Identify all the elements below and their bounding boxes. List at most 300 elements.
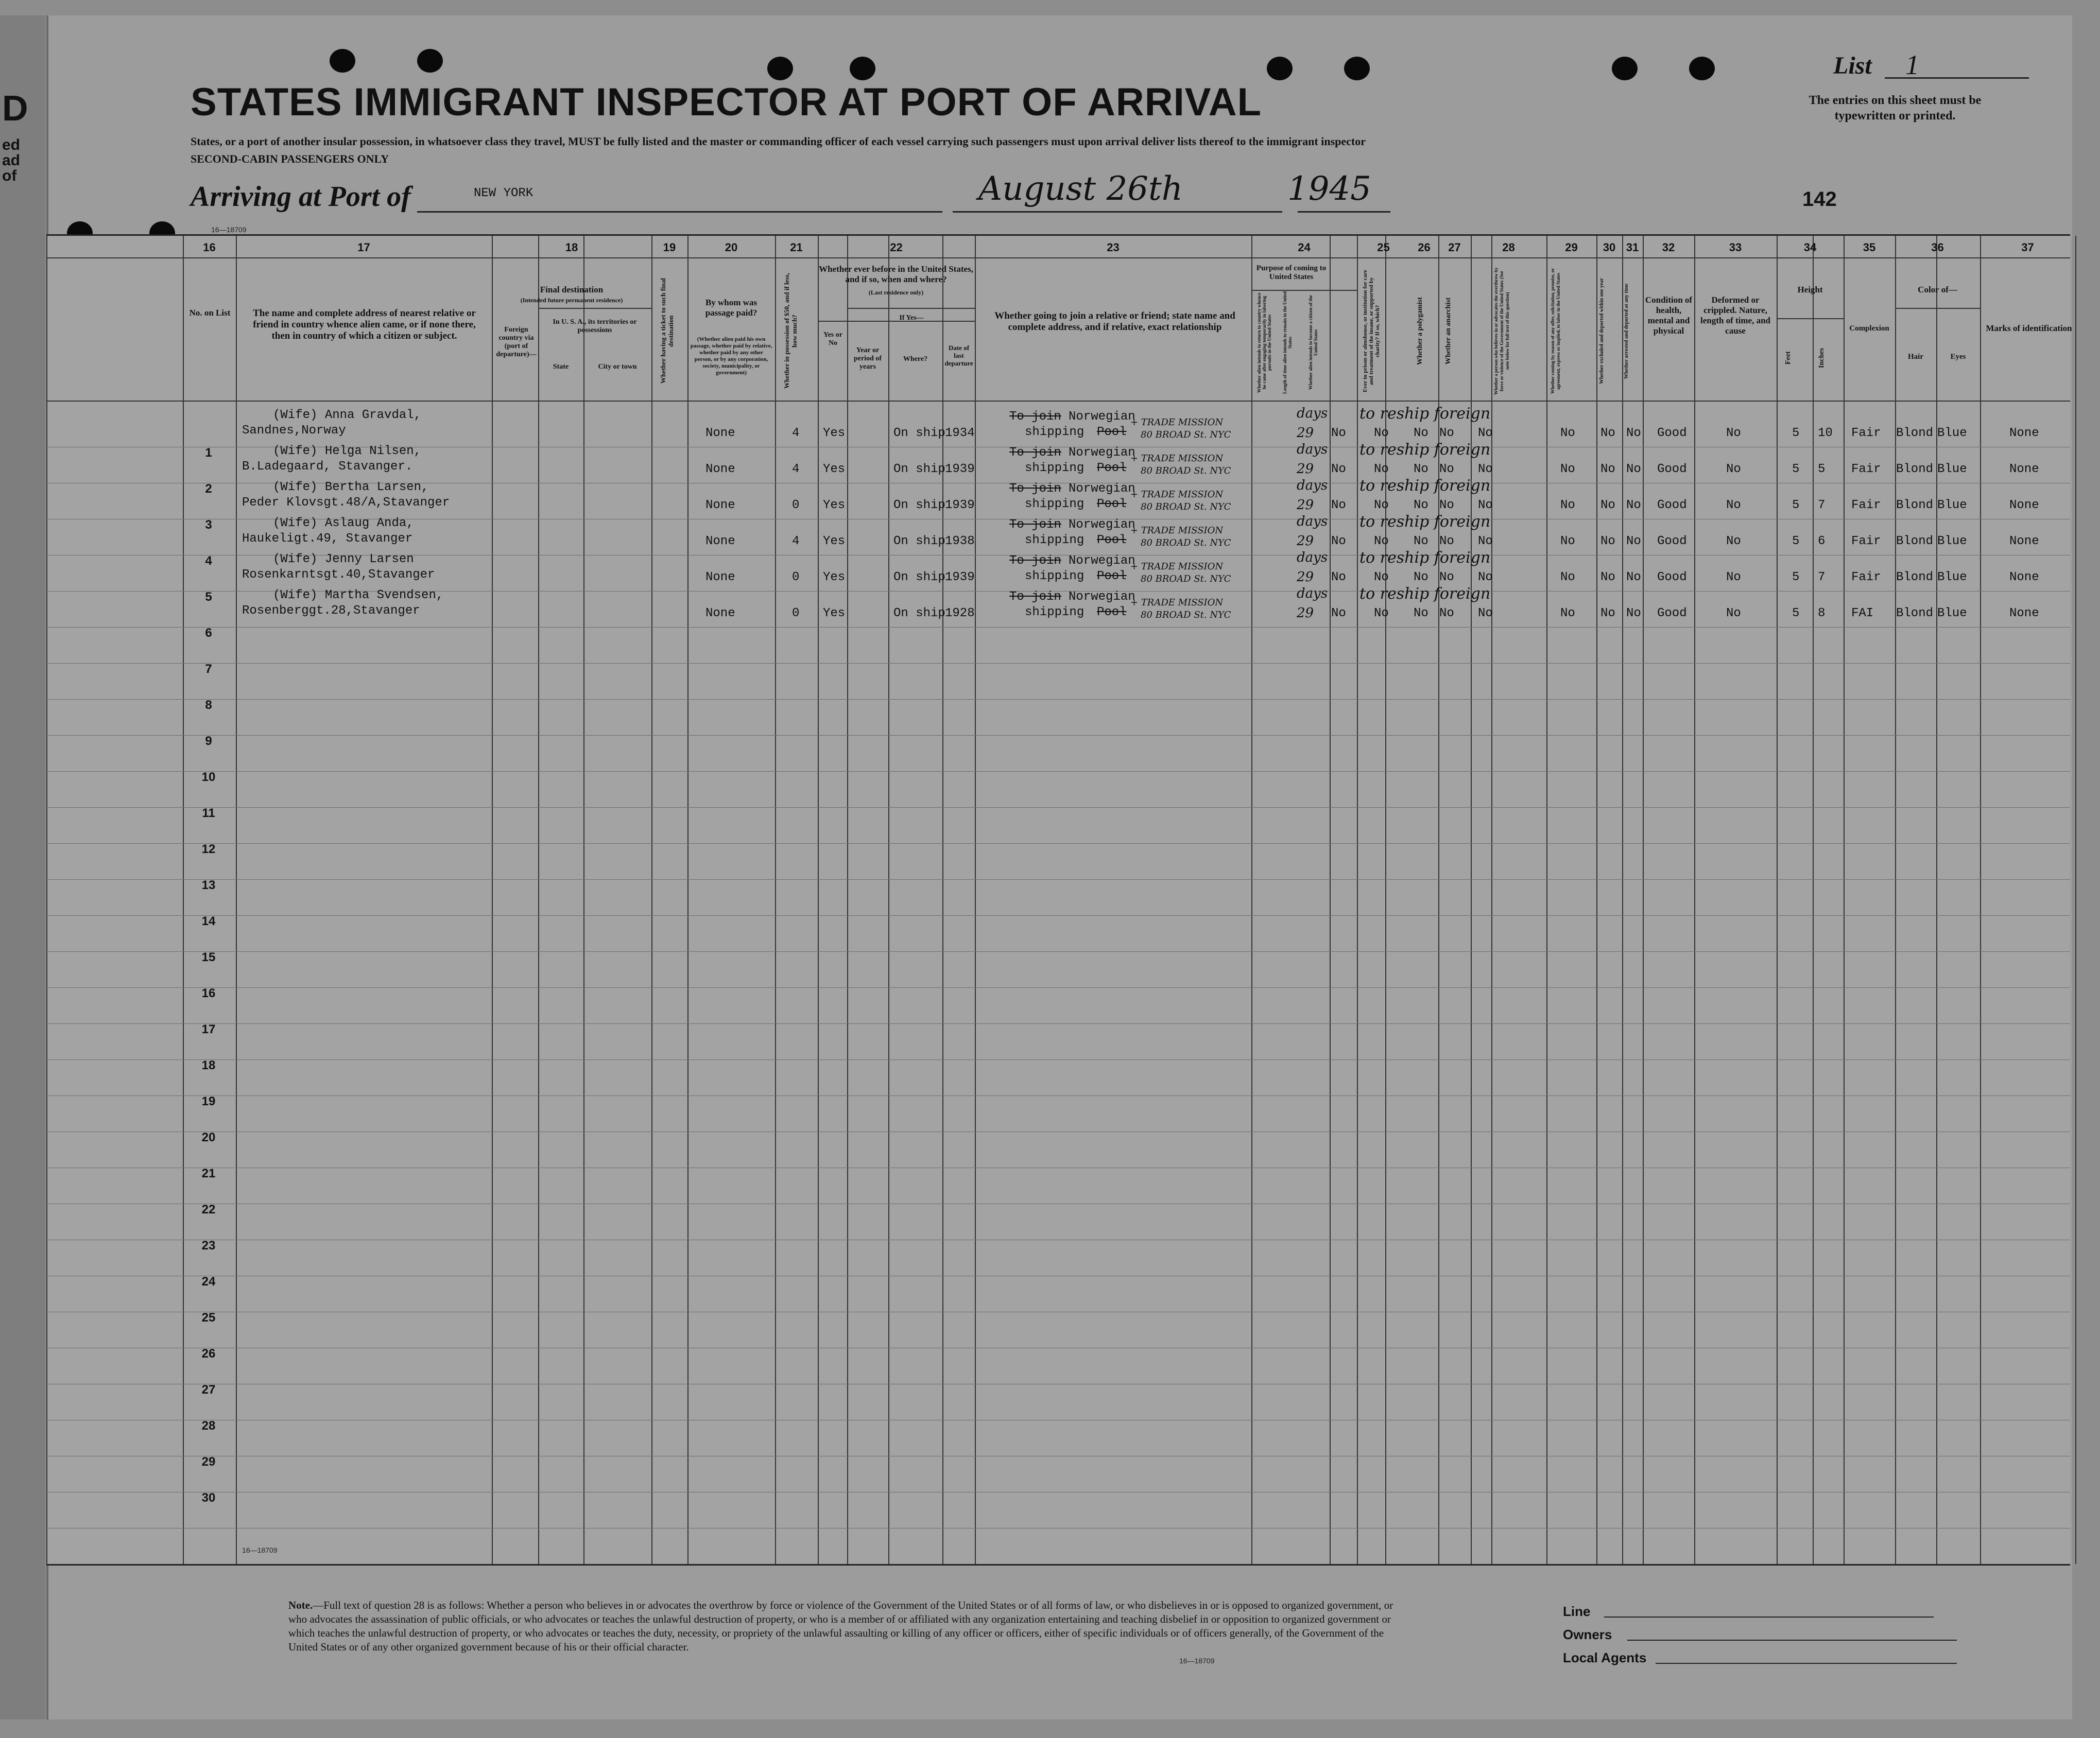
eye-color: Blue — [1937, 570, 1967, 584]
purpose-citizen: No — [1331, 534, 1346, 548]
column-divider — [888, 236, 889, 1564]
column-number: 27 — [1448, 241, 1461, 254]
join-text: Norwegian — [1069, 590, 1135, 604]
anarchist-answer: No — [1439, 462, 1454, 476]
eye-color: Blue — [1937, 426, 1967, 440]
last-departure: 1939 — [945, 462, 975, 476]
marks-of-identification: None — [2009, 426, 2039, 440]
form-number: 16—18709 — [1179, 1657, 1215, 1665]
column-number: 33 — [1729, 241, 1742, 254]
relative-name: (Wife) Bertha Larsen, — [273, 480, 429, 494]
header-years: Year or period of years — [853, 346, 882, 371]
question-28-answer: No — [1478, 570, 1493, 584]
row-rule — [46, 663, 2070, 664]
punch-hole — [767, 57, 793, 80]
before-where: On ship — [893, 570, 945, 584]
before-in-us: Yes — [823, 426, 846, 440]
passage-paid-by: None — [705, 426, 735, 440]
purpose-citizen: No — [1331, 426, 1346, 440]
row-number: 13 — [201, 878, 216, 892]
money-amount: 4 — [792, 534, 800, 548]
date-underline — [953, 211, 1282, 213]
column-divider — [1546, 236, 1547, 1564]
column-divider — [46, 236, 47, 1564]
list-label: List — [1833, 52, 1872, 79]
column-divider — [492, 236, 493, 1564]
relative-name: (Wife) Aslaug Anda, — [273, 516, 414, 530]
purpose-citizen: No — [1331, 606, 1346, 620]
join-handwritten: + TRADE MISSION — [1130, 489, 1224, 500]
join-text: shipping — [1025, 425, 1085, 439]
column-divider — [1694, 236, 1695, 1564]
before-in-us: Yes — [823, 534, 846, 548]
join-text-struck: Pool — [1097, 605, 1127, 619]
join-text-struck: Pool — [1097, 497, 1127, 511]
complexion: Fair — [1851, 426, 1881, 440]
labor-offer-answer: No — [1560, 498, 1575, 512]
header-purpose-return: Whether alien intends to return to country whence he came after engaging temporarily in laboring pursuits in the United States — [1256, 292, 1272, 393]
last-departure: 1939 — [945, 570, 975, 584]
row-number: 29 — [201, 1455, 216, 1469]
before-where: On ship — [893, 462, 945, 476]
subheader-border — [1895, 308, 1980, 309]
header-where: Where? — [903, 355, 928, 363]
join-text: shipping — [1025, 497, 1085, 511]
left-strip-text: of — [2, 167, 17, 184]
arrival-year: 1945 — [1287, 170, 1371, 208]
purpose-citizen: No — [1331, 570, 1346, 584]
row-number: 2 — [205, 482, 212, 496]
header-list-number: No. on List — [189, 308, 231, 318]
column-number: 18 — [565, 241, 578, 254]
row-rule — [46, 915, 2070, 916]
column-number: 19 — [663, 241, 676, 254]
prison-answer: No — [1374, 426, 1389, 440]
question-28-answer: No — [1478, 534, 1493, 548]
relative-name: (Wife) Jenny Larsen — [273, 552, 414, 566]
row-number: 16 — [201, 986, 216, 1000]
excluded-answer: No — [1600, 462, 1615, 476]
column-number: 32 — [1662, 241, 1675, 254]
column-divider — [975, 236, 976, 1564]
column-divider — [236, 236, 237, 1564]
join-text-struck: Pool — [1097, 461, 1127, 475]
before-in-us: Yes — [823, 462, 846, 476]
purpose-handwritten: to reship foreign — [1359, 585, 1491, 603]
row-number: 6 — [205, 626, 212, 640]
join-text: Norwegian — [1069, 554, 1135, 568]
relative-name: (Wife) Anna Gravdal, — [273, 408, 422, 422]
join-text-struck: Pool — [1097, 425, 1127, 439]
row-rule — [46, 771, 2070, 772]
height-inches: 8 — [1818, 606, 1826, 620]
row-number: 7 — [205, 662, 212, 676]
column-number: 16 — [203, 241, 216, 254]
hair-color: Blond — [1896, 606, 1934, 620]
column-number-row-border — [46, 257, 2070, 258]
polygamist-answer: No — [1414, 462, 1428, 476]
row-number: 26 — [201, 1347, 216, 1361]
subheader-border — [847, 308, 975, 309]
join-text-struck: Pool — [1097, 569, 1127, 583]
relative-name: (Wife) Helga Nilsen, — [273, 444, 422, 458]
header-before-in-us: Whether ever before in the United States, and if so, when and where? — [819, 264, 973, 284]
owners-label: Owners — [1563, 1627, 1612, 1642]
eye-color: Blue — [1937, 606, 1967, 620]
eye-color: Blue — [1937, 498, 1967, 512]
prison-answer: No — [1374, 498, 1389, 512]
column-divider — [1980, 236, 1981, 1564]
join-text-struck: To join — [1009, 518, 1061, 532]
purpose-days-value: 29 — [1297, 461, 1314, 477]
purpose-days-value: 29 — [1297, 569, 1314, 585]
purpose-handwritten: to reship foreign — [1359, 477, 1491, 495]
marks-of-identification: None — [2009, 606, 2039, 620]
column-divider — [818, 236, 819, 1564]
health-condition: Good — [1657, 426, 1687, 440]
join-handwritten: + TRADE MISSION — [1130, 417, 1224, 428]
header-passage-paid-sub: (Whether alien paid his own passage, whether paid by relative, whether paid by any other person, or by any corporation, society, municipality, or government) — [690, 336, 772, 376]
arrival-date: August 26th — [978, 170, 1183, 208]
column-number: 26 — [1418, 241, 1431, 254]
deformed-answer: No — [1726, 498, 1741, 512]
row-number: 5 — [205, 590, 212, 604]
header-inches: Inches — [1818, 348, 1826, 368]
relative-address: Rosenkarntsgt.40,Stavanger — [242, 568, 435, 582]
column-divider — [1622, 236, 1623, 1564]
passage-paid-by: None — [705, 462, 735, 476]
header-ticket: Whether having a ticket to such final destination — [659, 278, 675, 384]
height-inches: 7 — [1818, 570, 1826, 584]
header-bottom-border — [46, 401, 2070, 402]
money-amount: 4 — [792, 462, 800, 476]
purpose-handwritten: to reship foreign — [1359, 513, 1491, 531]
last-departure: 1928 — [945, 606, 975, 620]
passenger-class: SECOND-CABIN PASSENGERS ONLY — [191, 152, 389, 165]
row-number: 23 — [201, 1239, 216, 1253]
arrested-answer: No — [1626, 534, 1641, 548]
header-passage-paid: By whom was passage paid? — [705, 298, 758, 318]
column-number: 34 — [1803, 241, 1817, 254]
line-underline — [1604, 1617, 1934, 1618]
column-number: 36 — [1931, 241, 1944, 254]
labor-offer-answer: No — [1560, 462, 1575, 476]
entries-note: The entries on this sheet must be typewritten or printed. — [1809, 94, 1982, 123]
passage-paid-by: None — [705, 570, 735, 584]
join-text-struck: To join — [1009, 446, 1061, 460]
before-where: On ship — [893, 426, 945, 440]
anarchist-answer: No — [1439, 534, 1454, 548]
left-strip-text: ed — [2, 136, 21, 153]
join-handwritten: 80 BROAD St. NYC — [1141, 501, 1231, 512]
punch-hole — [1267, 57, 1293, 80]
anarchist-answer: No — [1439, 498, 1454, 512]
arrested-answer: No — [1626, 426, 1641, 440]
prison-answer: No — [1374, 462, 1389, 476]
height-feet: 5 — [1792, 570, 1800, 584]
column-number: 24 — [1298, 241, 1311, 254]
header-final-destination: Final destination — [540, 285, 604, 294]
punch-hole — [850, 57, 875, 80]
hair-color: Blond — [1896, 570, 1934, 584]
relative-address: Peder Klovsgt.48/A,Stavanger — [242, 496, 450, 510]
header-feet: Feet — [1784, 351, 1792, 365]
row-rule — [46, 1023, 2070, 1024]
header-deformed: Deformed or crippled. Nature, length of time, and cause — [1700, 295, 1770, 336]
row-number: 8 — [205, 698, 212, 712]
join-text: shipping — [1025, 533, 1085, 547]
row-number: 15 — [201, 950, 216, 964]
row-number: 12 — [201, 842, 216, 856]
hair-color: Blond — [1896, 498, 1934, 512]
deformed-answer: No — [1726, 462, 1741, 476]
row-number: 10 — [201, 770, 216, 784]
money-amount: 0 — [792, 570, 800, 584]
row-number: 24 — [201, 1275, 216, 1289]
join-handwritten: + TRADE MISSION — [1130, 561, 1224, 572]
row-number: 3 — [205, 518, 212, 532]
join-text: shipping — [1025, 461, 1085, 475]
height-feet: 5 — [1792, 498, 1800, 512]
row-number: 27 — [201, 1383, 216, 1397]
complexion: FAI — [1851, 606, 1874, 620]
column-divider — [847, 236, 848, 1564]
header-money: Whether in possession of $50, and if less, how much? — [783, 273, 798, 389]
row-number: 4 — [205, 554, 212, 568]
marks-of-identification: None — [2009, 570, 2039, 584]
join-text-struck: To join — [1009, 410, 1061, 424]
money-amount: 4 — [792, 426, 800, 440]
row-number: 18 — [201, 1058, 216, 1072]
join-text: Norwegian — [1069, 482, 1135, 496]
join-text-struck: To join — [1009, 554, 1061, 568]
header-arrested: Whether arrested and deported at any time — [1624, 283, 1629, 379]
marks-of-identification: None — [2009, 462, 2039, 476]
header-health: Condition of health, mental and physical — [1645, 295, 1693, 336]
header-if-yes: If Yes— — [899, 314, 924, 322]
labor-offer-answer: No — [1560, 606, 1575, 620]
row-number: 28 — [201, 1419, 216, 1433]
purpose-days-value: 29 — [1297, 605, 1314, 621]
list-underline — [1885, 77, 2029, 79]
header-before-in-us-sub: (Last residence only) — [868, 289, 924, 296]
form-number: 16—18709 — [211, 225, 247, 234]
height-inches: 7 — [1818, 498, 1826, 512]
row-number: 30 — [201, 1491, 216, 1505]
prison-answer: No — [1374, 606, 1389, 620]
polygamist-answer: No — [1414, 498, 1428, 512]
subheader-border — [1777, 318, 1844, 319]
passage-paid-by: None — [705, 498, 735, 512]
arrested-answer: No — [1626, 498, 1641, 512]
column-divider — [1813, 236, 1814, 1564]
join-text-struck: Pool — [1097, 533, 1127, 547]
join-handwritten: + TRADE MISSION — [1130, 525, 1224, 536]
column-divider — [1643, 236, 1644, 1564]
row-number: 14 — [201, 914, 216, 928]
deformed-answer: No — [1726, 534, 1741, 548]
left-strip-text: D — [2, 88, 28, 128]
purpose-days-value: 29 — [1297, 425, 1314, 441]
row-number: 25 — [201, 1311, 216, 1325]
port-underline — [417, 211, 942, 213]
header-usa: In U. S. A., its territories or possessions — [553, 318, 637, 334]
column-number: 25 — [1377, 241, 1390, 254]
page-title: STATES IMMIGRANT INSPECTOR AT PORT OF ARRIVAL — [191, 80, 1262, 124]
relative-name: (Wife) Martha Svendsen, — [273, 588, 444, 602]
purpose-handwritten: to reship foreign — [1359, 549, 1491, 567]
punch-hole — [1612, 57, 1638, 80]
note-label: Note. — [288, 1599, 313, 1611]
column-number: 29 — [1565, 241, 1578, 254]
labor-offer-answer: No — [1560, 534, 1575, 548]
join-handwritten: 80 BROAD St. NYC — [1141, 465, 1231, 476]
join-handwritten: + TRADE MISSION — [1130, 597, 1224, 608]
arrested-answer: No — [1626, 570, 1641, 584]
purpose-days-label: days — [1297, 442, 1328, 457]
header-excluded: Whether excluded and deported within one year — [1599, 278, 1605, 384]
column-number: 20 — [725, 241, 738, 254]
complexion: Fair — [1851, 534, 1881, 548]
join-handwritten: 80 BROAD St. NYC — [1141, 610, 1231, 620]
row-number: 21 — [201, 1167, 216, 1180]
last-departure: 1939 — [945, 498, 975, 512]
arriving-label: Arriving at Port of — [191, 181, 411, 213]
question-28-answer: No — [1478, 426, 1493, 440]
deformed-answer: No — [1726, 426, 1741, 440]
polygamist-answer: No — [1414, 426, 1428, 440]
sheet-number: 142 — [1802, 188, 1837, 211]
hair-color: Blond — [1896, 462, 1934, 476]
purpose-citizen: No — [1331, 498, 1346, 512]
join-text: shipping — [1025, 605, 1085, 619]
punch-hole — [1689, 57, 1715, 80]
question-28-answer: No — [1478, 462, 1493, 476]
header-complexion: Complexion — [1849, 324, 1889, 333]
row-number: 9 — [205, 734, 212, 748]
row-number: 20 — [201, 1131, 216, 1144]
row-number: 19 — [201, 1094, 216, 1108]
join-text-struck: To join — [1009, 482, 1061, 496]
row-rule — [46, 843, 2070, 844]
labor-offer-answer: No — [1560, 426, 1575, 440]
join-text-struck: To join — [1009, 590, 1061, 604]
labor-offer-answer: No — [1560, 570, 1575, 584]
health-condition: Good — [1657, 498, 1687, 512]
hair-color: Blond — [1896, 426, 1934, 440]
excluded-answer: No — [1600, 570, 1615, 584]
height-feet: 5 — [1792, 606, 1800, 620]
row-rule — [46, 879, 2070, 880]
purpose-citizen: No — [1331, 462, 1346, 476]
column-divider — [183, 236, 184, 1564]
header-last-departure: Date of last departure — [944, 344, 973, 367]
column-number: 31 — [1626, 241, 1639, 254]
header-eyes: Eyes — [1950, 353, 1966, 361]
before-where: On ship — [893, 534, 945, 548]
last-departure: 1938 — [945, 534, 975, 548]
column-divider — [2075, 236, 2076, 1564]
column-divider — [538, 236, 539, 1564]
join-handwritten: 80 BROAD St. NYC — [1141, 573, 1231, 584]
question-28-note — [288, 1598, 1396, 1654]
form-number: 16—18709 — [242, 1546, 278, 1554]
join-handwritten: + TRADE MISSION — [1130, 453, 1224, 464]
question-28-answer: No — [1478, 498, 1493, 512]
column-divider — [1357, 236, 1358, 1564]
purpose-handwritten: to reship foreign — [1359, 405, 1491, 423]
column-divider — [775, 236, 776, 1564]
deformed-answer: No — [1726, 570, 1741, 584]
header-purpose-length: Length of time alien intends to remain in the United States — [1282, 291, 1293, 394]
height-feet: 5 — [1792, 426, 1800, 440]
row-number: 11 — [202, 806, 215, 820]
anarchist-answer: No — [1439, 426, 1454, 440]
money-amount: 0 — [792, 498, 800, 512]
health-condition: Good — [1657, 462, 1687, 476]
punch-hole — [1344, 57, 1370, 80]
polygamist-answer: No — [1414, 534, 1428, 548]
note-text: —Full text of question 28 is as follows: Whether a person who believes in or advocates the overthrow by force or violence of the Government of the United States or of all forms of law, or who disbelieves in or is opposed to organized government, or who advocates the assassination of public officials, or who advocates or teaches the unlawful destruction of property, or who is a member of or affiliated with any organization entertaining and teaching disbelief in or opposition to organized government or which teaches the unlawful destruction of property, or who advocates or teaches the duty, necessity, or propriety of the unlawful assaulting or killing of any officer or officers, either of specific individuals or of officers generally, of the Government of the United States or of any other organized government because of his or their official character. — [288, 1599, 1393, 1653]
height-feet: 5 — [1792, 534, 1800, 548]
purpose-days-label: days — [1297, 514, 1328, 529]
health-condition: Good — [1657, 606, 1687, 620]
complexion: Fair — [1851, 462, 1881, 476]
hair-color: Blond — [1896, 534, 1934, 548]
port-value: NEW YORK — [474, 186, 533, 200]
left-strip-text: ad — [2, 152, 21, 169]
column-number: 21 — [790, 241, 803, 254]
column-divider — [687, 236, 688, 1564]
purpose-days-label: days — [1297, 586, 1328, 601]
column-number: 17 — [357, 241, 370, 254]
column-number: 22 — [890, 241, 903, 254]
join-text: Norwegian — [1069, 518, 1135, 532]
header-purpose: Purpose of coming to United States — [1256, 264, 1327, 281]
column-divider — [583, 236, 584, 1564]
owners-underline — [1627, 1640, 1957, 1641]
header-anarchist: Whether an anarchist — [1444, 297, 1452, 365]
health-condition: Good — [1657, 534, 1687, 548]
year-underline — [1298, 211, 1390, 213]
polygamist-answer: No — [1414, 606, 1428, 620]
eye-color: Blue — [1937, 462, 1967, 476]
row-rule — [46, 735, 2070, 736]
left-margin-strip — [0, 15, 45, 1719]
purpose-days-label: days — [1297, 478, 1328, 493]
instructions-text: States, or a port of another insular possession, in whatsoever class they travel, MUST be fully listed and the master or commanding officer of each vessel carrying such passengers must upon arrival deliver lists thereof to the immigrant inspector — [191, 135, 1366, 148]
question-28-answer: No — [1478, 606, 1493, 620]
row-number: 22 — [201, 1203, 216, 1216]
complexion: Fair — [1851, 570, 1881, 584]
header-polygamist: Whether a polygamist — [1416, 297, 1424, 365]
join-text: shipping — [1025, 569, 1085, 583]
column-divider — [1471, 236, 1472, 1564]
header-relative: The name and complete address of nearest relative or friend in country whence alien came, or if none there, then in country of which a citizen or subject. — [253, 308, 476, 341]
column-number: 23 — [1107, 241, 1120, 254]
passage-paid-by: None — [705, 606, 735, 620]
header-labor-offer: Whether coming by reason of any offer, solicitation, promise, or agreement, express or implied, to labor in the United States — [1550, 268, 1561, 394]
row-number: 1 — [205, 446, 212, 460]
header-state: State — [553, 363, 569, 371]
header-foreign-country: Foreign country via (port of departure)— — [496, 326, 537, 358]
last-departure: 1934 — [945, 426, 975, 440]
manifest-table — [46, 234, 2070, 1566]
header-height: Height — [1797, 285, 1823, 294]
local-agents-label: Local Agents — [1563, 1650, 1647, 1665]
column-divider — [1596, 236, 1597, 1564]
marks-of-identification: None — [2009, 498, 2039, 512]
